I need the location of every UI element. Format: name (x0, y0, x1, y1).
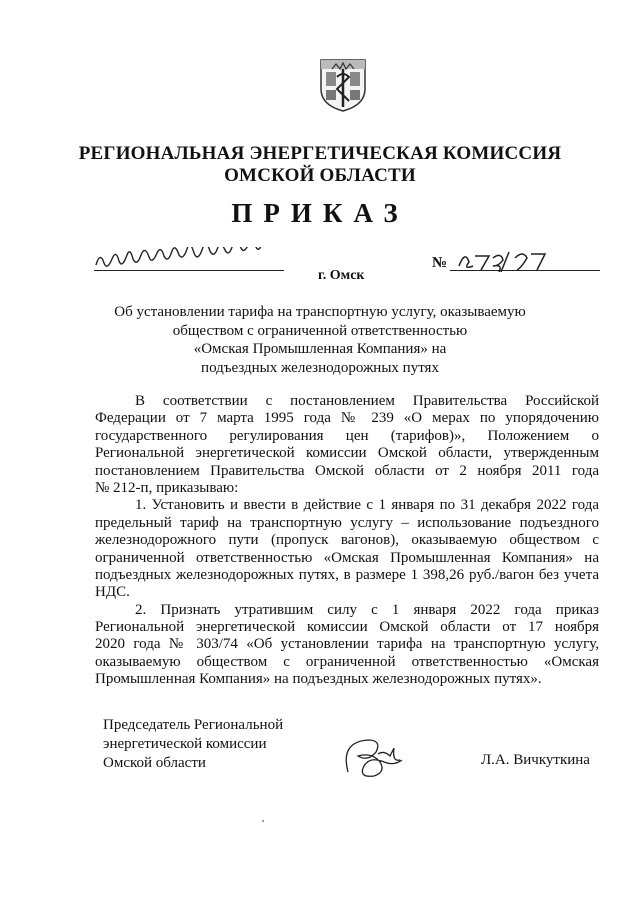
position-line: энергетической комиссии (103, 736, 267, 752)
organization-name-line2: ОМСКОЙ ОБЛАСТИ (224, 165, 416, 186)
coat-of-arms-icon (318, 57, 368, 113)
body-line: Региональной энергетической комиссии Омской области от 17 ноября (95, 619, 599, 636)
body-line: оказываемую обществом с ограниченной ответственностью «Омская (95, 653, 599, 670)
city: г. Омск (318, 268, 365, 283)
body-line: 1. Установить и ввести в действие с 1 января по 31 декабря 2022 года (135, 497, 599, 514)
number-label: № (432, 255, 448, 271)
handwritten-signature (338, 732, 410, 782)
body-line: 2. Признать утратившим силу с 1 января 2022 года приказ (135, 601, 599, 618)
signatory-position (103, 716, 283, 773)
date-underline (94, 270, 284, 271)
body-line: железнодорожного пути (пропуск вагонов), оказываемую обществом с (95, 532, 599, 549)
signatory-name: Л.А. Вичкуткина (481, 752, 590, 768)
body-line: Региональной энергетической комиссии Омской области, утвержденным (95, 445, 599, 462)
title-line: «Омская Промышленная Компания» на (193, 341, 447, 357)
scan-speck (262, 820, 264, 822)
handwritten-number (455, 248, 565, 272)
body-line: государственного регулирования цен (тарифов)», Положением о (95, 427, 599, 444)
title-line: подъездных железнодорожных путях (201, 359, 439, 376)
body-line: предельный тариф на транспортную услугу – использование подъездного (95, 514, 599, 531)
number-underline (450, 270, 600, 271)
body-line: № 212-п, приказываю: (95, 479, 239, 496)
body-line: Федерации от 7 марта 1995 года № 239 «О мерах по упорядочению (95, 410, 599, 427)
position-line: Омской области (103, 755, 206, 771)
title-line: Об установлении тарифа на транспортную услугу, оказываемую (114, 304, 526, 320)
body-line: В соответствии с постановлением Правительства Российской (135, 393, 599, 409)
body-line: Промышленная Компания» на подъездных железнодорожных путях». (95, 671, 542, 688)
organization-name-line1: РЕГИОНАЛЬНАЯ ЭНЕРГЕТИЧЕСКАЯ КОМИССИЯ (78, 143, 562, 164)
document-type: ПРИКАЗ (231, 198, 409, 228)
body-line: 2020 года № 303/74 «Об установлении тарифа на транспортную услугу, (95, 636, 599, 653)
body-line: подъездных железнодорожных путях, в размере 1 398,26 руб./вагон без учета (95, 566, 599, 583)
body-line: постановлением Правительства Омской области от 2 ноября 2011 года (95, 462, 599, 479)
body-line: ограниченной ответственностью «Омская Промышленная Компания» на (95, 549, 599, 566)
document-body (95, 393, 599, 689)
document-title (110, 303, 530, 377)
position-line: Председатель Региональной (103, 717, 284, 733)
body-line: НДС. (95, 584, 130, 601)
title-line: обществом с ограниченной ответственностью (172, 322, 468, 339)
